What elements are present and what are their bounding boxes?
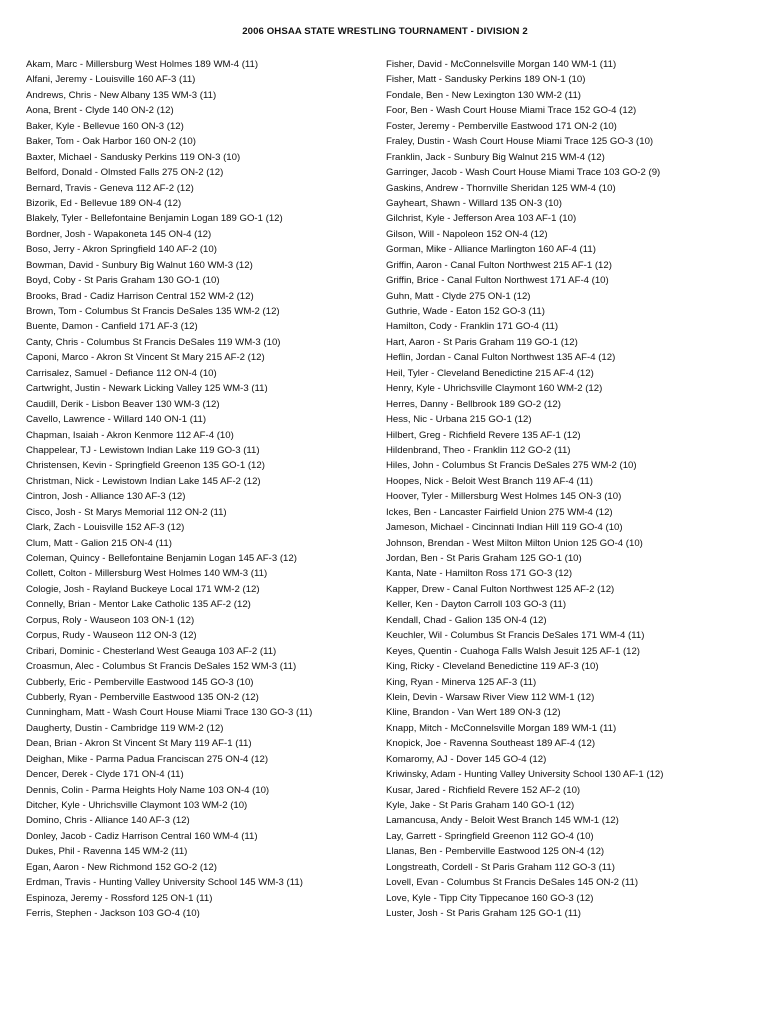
wrestler-entry: Collett, Colton - Millersburg West Holmes 140 WM-3 (11) <box>26 568 268 580</box>
page-title: 2006 OHSAA STATE WRESTLING TOURNAMENT - DIVISION 2 <box>242 26 528 37</box>
wrestler-entry: Canty, Chris - Columbus St Francis DeSales 119 WM-3 (10) <box>26 336 281 348</box>
wrestler-entry: Knapp, Mitch - McConnelsville Morgan 189 WM-1 (11) <box>386 722 617 734</box>
wrestler-entry: Griffin, Aaron - Canal Fulton Northwest 215 AF-1 (12) <box>386 259 612 271</box>
wrestler-entry: Alfani, Jeremy - Louisville 160 AF-3 (11) <box>26 74 196 86</box>
wrestler-entry: Hess, Nic - Urbana 215 GO-1 (12) <box>386 414 532 426</box>
column-divider <box>376 57 377 917</box>
wrestler-entry: Jordan, Ben - St Paris Graham 125 GO-1 (10) <box>386 553 582 564</box>
wrestler-entry: Gilchrist, Kyle - Jefferson Area 103 AF-1 (10) <box>386 213 577 225</box>
wrestler-entry: Kyle, Jake - St Paris Graham 140 GO-1 (12) <box>386 800 575 811</box>
wrestler-entry: Griffin, Brice - Canal Fulton Northwest 171 AF-4 (10) <box>386 275 609 287</box>
wrestler-entry: Hiles, John - Columbus St Francis DeSales 275 WM-2 (10) <box>386 460 637 472</box>
wrestler-entry: Baxter, Michael - Sandusky Perkins 119 ON-3 (10) <box>26 151 241 163</box>
wrestler-entry: Heil, Tyler - Cleveland Benedictine 215 AF-4 (12) <box>386 367 594 379</box>
wrestler-entry: Dennis, Colin - Parma Heights Holy Name 103 ON-4 (10) <box>26 784 270 796</box>
wrestler-entry: Erdman, Travis - Hunting Valley University School 145 WM-3 (11) <box>26 877 303 889</box>
wrestler-entry: Guhn, Matt - Clyde 275 ON-1 (12) <box>386 290 531 302</box>
wrestler-entry: Brooks, Brad - Cadiz Harrison Central 152 WM-2 (12) <box>26 290 254 302</box>
wrestler-entry: Guthrie, Wade - Eaton 152 GO-3 (11) <box>386 306 545 317</box>
wrestler-entry: Bernard, Travis - Geneva 112 AF-2 (12) <box>26 182 194 194</box>
wrestler-entry: Luster, Josh - St Paris Graham 125 GO-1 (11) <box>386 908 581 920</box>
wrestler-entry: Dean, Brian - Akron St Vincent St Mary 119 AF-1 (11) <box>26 738 252 750</box>
wrestler-entry: Espinoza, Jeremy - Rossford 125 ON-1 (11) <box>26 892 213 904</box>
wrestler-entry: Chapman, Isaiah - Akron Kenmore 112 AF-4 (10) <box>26 429 234 441</box>
wrestler-entry: Blakely, Tyler - Bellefontaine Benjamin Logan 189 GO-1 (12) <box>26 213 283 225</box>
wrestler-entry: Cunningham, Matt - Wash Court House Miami Trace 130 GO-3 (11) <box>26 707 313 719</box>
wrestler-entry: Clum, Matt - Galion 215 ON-4 (11) <box>26 537 172 549</box>
wrestler-entry: Christensen, Kevin - Springfield Greenon 135 GO-1 (12) <box>26 460 265 472</box>
right-column-list <box>386 57 766 922</box>
wrestler-entry: Gaskins, Andrew - Thornville Sheridan 125 WM-4 (10) <box>386 182 616 194</box>
wrestler-entry: Caudill, Derik - Lisbon Beaver 130 WM-3 (12) <box>26 398 220 410</box>
wrestler-entry: Carrisalez, Samuel - Defiance 112 ON-4 (10) <box>26 367 217 379</box>
wrestler-entry: Keyes, Quentin - Cuahoga Falls Walsh Jesuit 125 AF-1 (12) <box>386 645 640 657</box>
wrestler-entry: Johnson, Brendan - West Milton Milton Union 125 GO-4 (10) <box>386 537 643 549</box>
wrestler-entry: Connelly, Brian - Mentor Lake Catholic 135 AF-2 (12) <box>26 599 251 611</box>
wrestler-entry: Henry, Kyle - Uhrichsville Claymont 160 WM-2 (12) <box>386 383 603 395</box>
wrestler-entry: Cubberly, Eric - Pemberville Eastwood 145 GO-3 (10) <box>26 676 254 688</box>
wrestler-entry: Ickes, Ben - Lancaster Fairfield Union 275 WM-4 (12) <box>386 506 613 518</box>
wrestler-entry: Kanta, Nate - Hamilton Ross 171 GO-3 (12) <box>386 568 573 580</box>
wrestler-entry: Andrews, Chris - New Albany 135 WM-3 (11) <box>26 89 217 101</box>
wrestler-entry: Belford, Donald - Olmsted Falls 275 ON-2 (12) <box>26 167 224 179</box>
wrestler-entry: Kapper, Drew - Canal Fulton Northwest 125 AF-2 (12) <box>386 583 615 595</box>
wrestler-entry: Cartwright, Justin - Newark Licking Valley 125 WM-3 (11) <box>26 383 268 395</box>
wrestler-entry: Fisher, David - McConnelsville Morgan 140 WM-1 (11) <box>386 59 617 70</box>
wrestler-entry: King, Ryan - Minerva 125 AF-3 (11) <box>386 676 537 688</box>
wrestler-entry: Kriwinsky, Adam - Hunting Valley University School 130 AF-1 (12) <box>386 769 664 781</box>
wrestler-entry: Kusar, Jared - Richfield Revere 152 AF-2 (10) <box>386 784 581 796</box>
wrestler-entry: Llanas, Ben - Pemberville Eastwood 125 ON-4 (12) <box>386 846 605 858</box>
wrestler-entry: Gayheart, Shawn - Willard 135 ON-3 (10) <box>386 197 562 209</box>
wrestler-entry: Longstreath, Cordell - St Paris Graham 112 GO-3 (11) <box>386 861 615 873</box>
wrestler-entry: Ferris, Stephen - Jackson 103 GO-4 (10) <box>26 908 200 920</box>
wrestler-entry: Cribari, Dominic - Chesterland West Geauga 103 AF-2 (11) <box>26 645 277 657</box>
wrestler-entry: Aona, Brent - Clyde 140 ON-2 (12) <box>26 105 174 117</box>
wrestler-entry: Fondale, Ben - New Lexington 130 WM-2 (11) <box>386 89 581 101</box>
wrestler-entry: Christman, Nick - Lewistown Indian Lake 145 AF-2 (12) <box>26 475 261 487</box>
wrestler-entry: Deighan, Mike - Parma Padua Franciscan 275 ON-4 (12) <box>26 753 269 765</box>
wrestler-entry: Hilbert, Greg - Richfield Revere 135 AF-1 (12) <box>386 429 581 441</box>
wrestler-entry: Dukes, Phil - Ravenna 145 WM-2 (11) <box>26 846 188 858</box>
wrestler-entry: Lay, Garrett - Springfield Greenon 112 GO-4 (10) <box>386 830 594 842</box>
wrestler-entry: Chappelear, TJ - Lewistown Indian Lake 119 GO-3 (11) <box>26 444 260 456</box>
wrestler-entry: Boyd, Coby - St Paris Graham 130 GO-1 (10) <box>26 275 220 287</box>
wrestler-entry: Egan, Aaron - New Richmond 152 GO-2 (12) <box>26 861 217 873</box>
wrestler-entry: Foster, Jeremy - Pemberville Eastwood 171 ON-2 (10) <box>386 120 617 132</box>
left-column-list <box>26 57 376 922</box>
wrestler-entry: Foor, Ben - Wash Court House Miami Trace 152 GO-4 (12) <box>386 105 637 117</box>
wrestler-entry: Cintron, Josh - Alliance 130 AF-3 (12) <box>26 491 186 503</box>
wrestler-entry: Fraley, Dustin - Wash Court House Miami Trace 125 GO-3 (10) <box>386 136 654 148</box>
wrestler-entry: Hoover, Tyler - Millersburg West Holmes 145 ON-3 (10) <box>386 491 622 503</box>
wrestler-entry: Klein, Devin - Warsaw River View 112 WM-1 (12) <box>386 691 595 703</box>
wrestler-entry: Cavello, Lawrence - Willard 140 ON-1 (11) <box>26 414 207 426</box>
wrestler-entry: Ditcher, Kyle - Uhrichsville Claymont 103 WM-2 (10) <box>26 800 248 811</box>
wrestler-entry: Jameson, Michael - Cincinnati Indian Hill 119 GO-4 (10) <box>386 522 623 534</box>
wrestler-entry: Caponi, Marco - Akron St Vincent St Mary 215 AF-2 (12) <box>26 352 265 364</box>
wrestler-entry: Gorman, Mike - Alliance Marlington 160 AF-4 (11) <box>386 244 596 256</box>
wrestler-entry: Hildenbrand, Theo - Franklin 112 GO-2 (11) <box>386 444 571 456</box>
wrestler-entry: Hart, Aaron - St Paris Graham 119 GO-1 (12) <box>386 336 578 348</box>
wrestler-entry: Fisher, Matt - Sandusky Perkins 189 ON-1 (10) <box>386 74 586 86</box>
wrestler-entry: Donley, Jacob - Cadiz Harrison Central 160 WM-4 (11) <box>26 830 258 842</box>
wrestler-entry: Domino, Chris - Alliance 140 AF-3 (12) <box>26 815 190 827</box>
wrestler-entry: Kline, Brandon - Van Wert 189 ON-3 (12) <box>386 707 561 719</box>
wrestler-entry: Bowman, David - Sunbury Big Walnut 160 WM-3 (12) <box>26 259 253 271</box>
wrestler-entry: Corpus, Roly - Wauseon 103 ON-1 (12) <box>26 614 195 626</box>
wrestler-entry: Knopick, Joe - Ravenna Southeast 189 AF-4 (12) <box>386 738 596 750</box>
wrestler-entry: Hamilton, Cody - Franklin 171 GO-4 (11) <box>386 321 559 333</box>
wrestler-entry: Love, Kyle - Tipp City Tippecanoe 160 GO-3 (12) <box>386 892 594 904</box>
wrestler-entry: Croasmun, Alec - Columbus St Francis DeSales 152 WM-3 (11) <box>26 661 297 673</box>
wrestler-entry: Hoopes, Nick - Beloit West Branch 119 AF-4 (11) <box>386 475 593 487</box>
wrestler-entry: Keuchler, Wil - Columbus St Francis DeSales 171 WM-4 (11) <box>386 630 645 642</box>
wrestler-entry: King, Ricky - Cleveland Benedictine 119 AF-3 (10) <box>386 661 599 673</box>
wrestler-entry: Heflin, Jordan - Canal Fulton Northwest 135 AF-4 (12) <box>386 352 616 364</box>
wrestler-entry: Daugherty, Dustin - Cambridge 119 WM-2 (12) <box>26 722 224 734</box>
wrestler-entry: Cubberly, Ryan - Pemberville Eastwood 135 ON-2 (12) <box>26 691 259 703</box>
wrestler-entry: Komaromy, AJ - Dover 145 GO-4 (12) <box>386 753 547 765</box>
wrestler-entry: Dencer, Derek - Clyde 171 ON-4 (11) <box>26 769 184 781</box>
wrestler-entry: Franklin, Jack - Sunbury Big Walnut 215 WM-4 (12) <box>386 151 605 163</box>
wrestler-entry: Boso, Jerry - Akron Springfield 140 AF-2 (10) <box>26 244 217 256</box>
wrestler-entry: Akam, Marc - Millersburg West Holmes 189 WM-4 (11) <box>26 59 259 70</box>
wrestler-entry: Coleman, Quincy - Bellefontaine Benjamin Logan 145 AF-3 (12) <box>26 553 297 564</box>
wrestler-entry: Lamancusa, Andy - Beloit West Branch 145 WM-1 (12) <box>386 815 619 827</box>
wrestler-entry: Keller, Ken - Dayton Carroll 103 GO-3 (11) <box>386 599 567 611</box>
wrestler-entry: Clark, Zach - Louisville 152 AF-3 (12) <box>26 522 185 534</box>
wrestler-entry: Cisco, Josh - St Marys Memorial 112 ON-2 (11) <box>26 506 227 518</box>
wrestler-entry: Kendall, Chad - Galion 135 ON-4 (12) <box>386 614 547 626</box>
wrestler-entry: Corpus, Rudy - Wauseon 112 ON-3 (12) <box>26 630 197 642</box>
wrestler-entry: Gilson, Will - Napoleon 152 ON-4 (12) <box>386 228 548 240</box>
wrestler-entry: Lovell, Evan - Columbus St Francis DeSales 145 ON-2 (11) <box>386 877 639 889</box>
wrestler-entry: Baker, Tom - Oak Harbor 160 ON-2 (10) <box>26 136 196 148</box>
wrestler-entry: Baker, Kyle - Bellevue 160 ON-3 (12) <box>26 120 184 132</box>
wrestler-entry: Buente, Damon - Canfield 171 AF-3 (12) <box>26 321 198 333</box>
wrestler-entry: Brown, Tom - Columbus St Francis DeSales 135 WM-2 (12) <box>26 306 280 317</box>
wrestler-entry: Cologie, Josh - Rayland Buckeye Local 171 WM-2 (12) <box>26 583 260 595</box>
wrestler-entry: Herres, Danny - Bellbrook 189 GO-2 (12) <box>386 398 561 410</box>
wrestler-entry: Bizorik, Ed - Bellevue 189 ON-4 (12) <box>26 197 182 209</box>
wrestler-entry: Bordner, Josh - Wapakoneta 145 ON-4 (12) <box>26 228 212 240</box>
wrestler-entry: Garringer, Jacob - Wash Court House Miami Trace 103 GO-2 (9) <box>386 167 661 179</box>
